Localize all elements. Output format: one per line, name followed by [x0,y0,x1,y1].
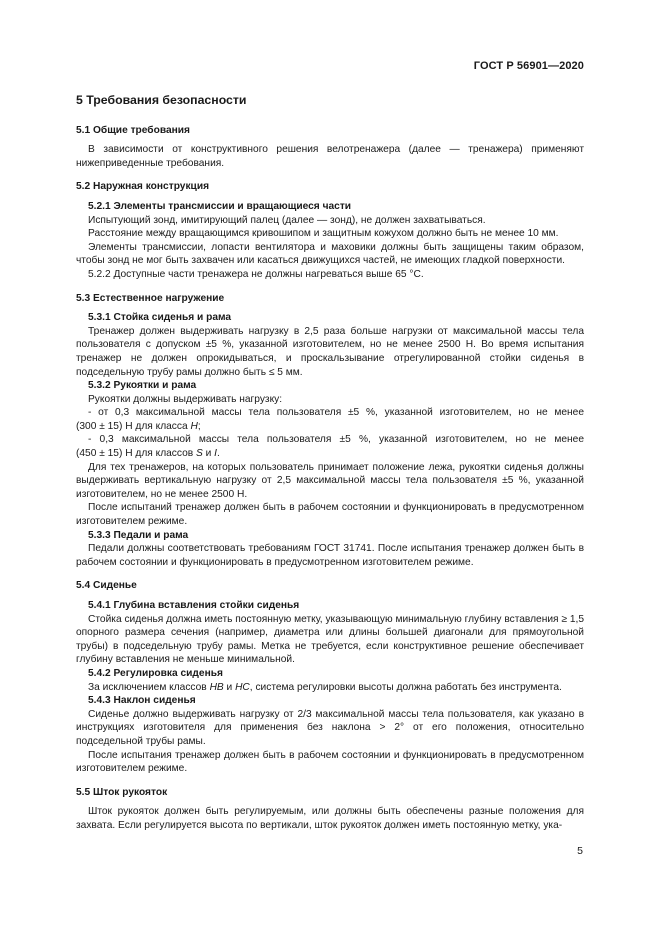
paragraph: Рукоятки должны выдерживать нагрузку: [88,393,283,405]
heading-5-3: 5.3 Естественное нагружение [76,292,225,304]
paragraph: За исключением классов НВ и НС, система регулировки высоты должна работать без инструмента. [88,681,562,693]
paragraph: Шток рукояток должен быть регулируемым, или должны быть обеспечены разные положения для захвата. Если регулируется высота по вертикали, шток рукояток должен иметь постоянную метку, ука- [76,806,584,831]
paragraph: После испытания тренажер должен быть в рабочем состоянии и функционировать в предусмотренном изготовителем режиме. [76,749,584,775]
list-item-continuation: (300 ± 15) Н для класса Н; [76,420,201,432]
paragraph: Для тех тренажеров, на которых пользователь принимает положение лежа, рукоятки сиденья должны выдерживать вертикальную нагрузку от 2,5 максимальной массы тела пользователя ±5 %, указанной изготовителем, но не менее 2500 Н. [76,461,584,500]
paragraph: Сиденье должно выдерживать нагрузку от 2/3 максимальной массы тела пользователя, как указано в инструкциях изготовителя для применения без наклона > 2° от его положения, относительно подседельной трубы рамы. [76,708,584,747]
paragraph: Тренажер должен выдерживать нагрузку в 2,5 раза больше нагрузки от максимальной массы тела пользователя с допуском ±5 %, указанной изготовителем, но не менее 2500 Н. Во время испытания тренажер не должен опрокидываться, и проскальзывание отрегулированной стойки сиденья в подседельную трубу рамы должно быть ≤ 5 мм. [76,325,584,378]
heading-5-4: 5.4 Сиденье [76,580,137,592]
paragraph: После испытаний тренажер должен быть в рабочем состоянии и функционировать в предусмотренном изготовителем режиме. [76,502,584,528]
heading-5-4-2: 5.4.2 Регулировка сиденья [88,667,223,679]
page-number: 5 [577,845,583,857]
list-item: - от 0,3 максимальной массы тела пользователя ±5 %, указанной изготовителем, но не менее [88,407,584,419]
paragraph: Стойка сиденья должна иметь постоянную метку, указывающую минимальную глубину вставления ≥ 1,5 опорного размера сечения (например, диаметра или длины большей диагонали для прямоугольной трубы) в подседельную трубу рамы. Метка не требуется, если конструктивное решение обеспечивает глубину вставления не меньше минимальной. [76,613,584,666]
heading-5-3-2: 5.3.2 Рукоятки и рама [88,380,197,392]
paragraph: В зависимости от конструктивного решения велотренажера (далее — тренажера) применяют нижеприведенные требования. [76,144,584,169]
paragraph: Расстояние между вращающимся кривошипом и защитным кожухом должно быть не менее 10 мм. [88,228,559,240]
heading-5-3-1: 5.3.1 Стойка сиденья и рама [88,312,232,324]
heading-5-5: 5.5 Шток рукояток [76,786,168,798]
paragraph: Педали должны соответствовать требованиям ГОСТ 31741. После испытания тренажер должен быть в рабочем состоянии и функционировать в предусмотренном изготовителем режиме. [76,543,584,568]
page-content [76,94,584,833]
standard-header: ГОСТ Р 56901—2020 [473,60,584,72]
heading-5-4-1: 5.4.1 Глубина вставления стойки сиденья [88,600,300,611]
paragraph: Испытующий зонд, имитирующий палец (далее — зонд), не должен захватываться. [88,214,486,226]
heading-5-3-3: 5.3.3 Педали и рама [88,529,189,541]
paragraph: Элементы трансмиссии, лопасти вентилятора и маховики должны быть защищены таким образом, чтобы зонд не мог быть захвачен или касаться движущихся частей, не имеющих гладкой поверхности. [76,241,584,267]
section-title: 5 Требования безопасности [76,93,247,107]
heading-5-1: 5.1 Общие требования [76,124,190,136]
heading-5-2-1: 5.2.1 Элементы трансмиссии и вращающиеся части [88,200,352,212]
paragraph: 5.2.2 Доступные части тренажера не должны нагреваться выше 65 °С. [88,268,424,280]
list-item: - 0,3 максимальной массы тела пользователя ±5 %, указанной изготовителем, но не менее [88,434,584,446]
list-item-continuation: (450 ± 15) Н для классов S и I. [76,448,220,460]
heading-5-4-3: 5.4.3 Наклон сиденья [88,695,196,707]
heading-5-2: 5.2 Наружная конструкция [76,181,210,193]
